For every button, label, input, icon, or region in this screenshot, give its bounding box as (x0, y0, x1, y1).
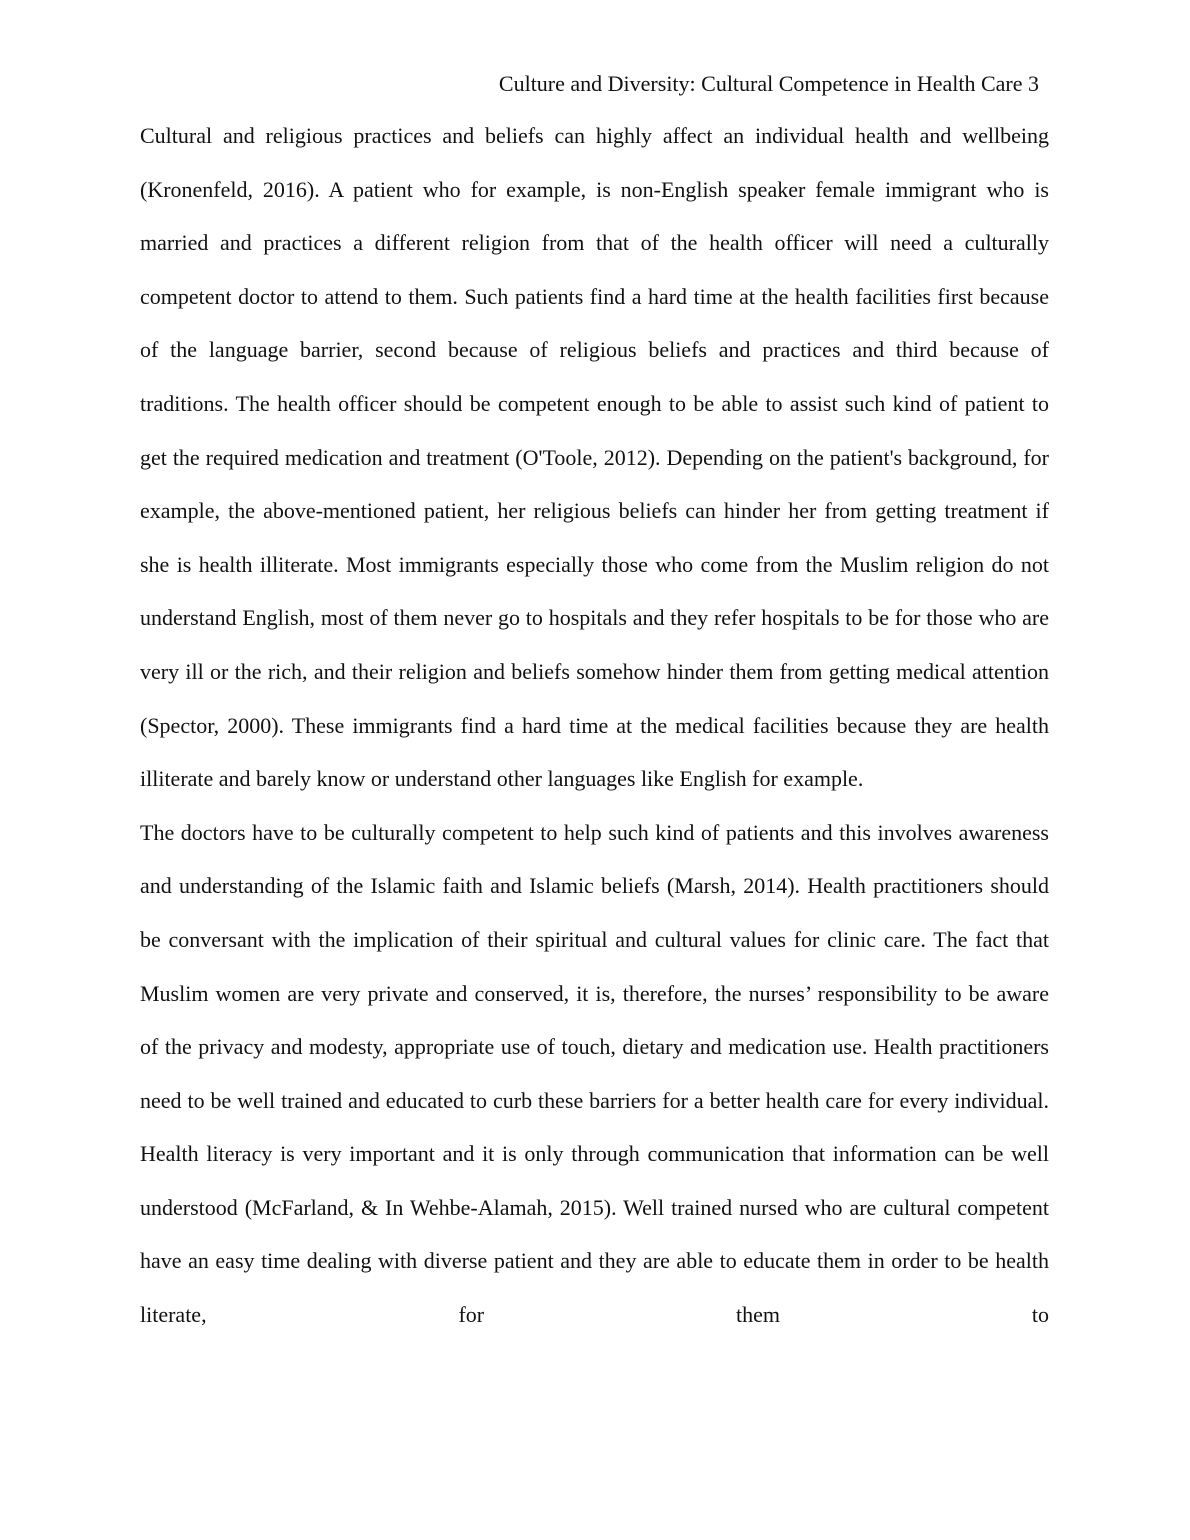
document-body (140, 109, 1049, 1342)
paragraph-2: The doctors have to be culturally competent to help such kind of patients and this involves awareness and understanding of the Islamic faith and Islamic beliefs (Marsh, 2014). Health practitioners should be conversant with the implication of their spiritual and cultural values for clinic care. The fact that Muslim women are very private and conserved, it is, therefore, the nurses’ responsibility to be aware of the privacy and modesty, appropriate use of touch, dietary and medication use. Health practitioners need to be well trained and educated to curb these barriers for a better health care for every individual. Health literacy is very important and it is only through communication that information can be well understood (McFarland, & In Wehbe-Alamah, 2015). Well trained nursed who are cultural competent have an easy time dealing with diverse patient and they are able to educate them in order to be health literate, for them to (140, 819, 1049, 1328)
running-head: Culture and Diversity: Cultural Competence in Health Care 3 (498, 71, 1039, 96)
paragraph-1: Cultural and religious practices and beliefs can highly affect an individual health and wellbeing (Kronenfeld, 2016). A patient who for example, is non-English speaker female immigrant who is married and practices a different religion from that of the health officer will need a culturally competent doctor to attend to them. Such patients find a hard time at the health facilities first because of the language barrier, second because of religious beliefs and practices and third because of traditions. The health officer should be competent enough to be able to assist such kind of patient to get the required medication and treatment (O'Toole, 2012). Depending on the patient's background, for example, the above-mentioned patient, her religious beliefs can hinder her from getting treatment if she is health illiterate. Most immigrants especially those who come from the Muslim religion do not understand English, most of them never go to hospitals and they refer hospitals to be for those who are very ill or the rich, and their religion and beliefs somehow hinder them from getting medical attention (Spector, 2000). These immigrants find a hard time at the medical facilities because they are health illiterate and barely know or understand other languages like English for example. (140, 123, 1049, 792)
